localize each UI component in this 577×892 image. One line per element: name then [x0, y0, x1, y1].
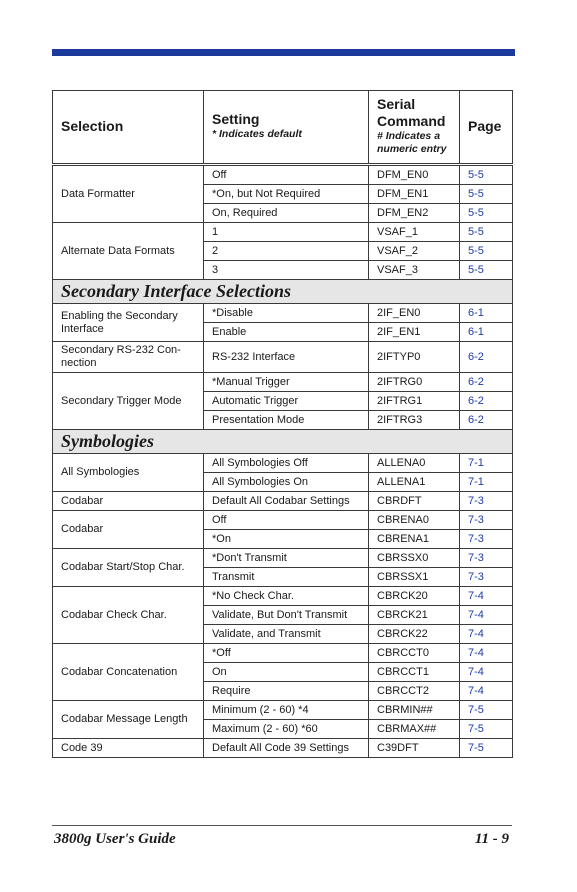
setting-cell: All Symbologies Off	[204, 454, 369, 473]
section-heading-row	[53, 280, 513, 304]
table-row	[53, 549, 513, 568]
table-row	[53, 492, 513, 511]
setting-cell: Default All Code 39 Settings	[204, 739, 369, 758]
selection-cell: Codabar Start/Stop Char.	[53, 549, 204, 587]
header-setting-note: * Indicates default	[212, 128, 302, 140]
serial-command-cell: 2IFTYP0	[369, 342, 460, 373]
setting-cell: Automatic Trigger	[204, 392, 369, 411]
page-link[interactable]: 7-3	[460, 568, 513, 587]
serial-command-cell: CBRSSX1	[369, 568, 460, 587]
page-link[interactable]: 7-5	[460, 720, 513, 739]
serial-command-cell: CBRMAX##	[369, 720, 460, 739]
header-serial-command: Serial Command # Indicates a numeric entry	[369, 91, 460, 165]
setting-cell: Validate, But Don't Transmit	[204, 606, 369, 625]
selection-cell: Enabling the Secondary Interface	[53, 304, 204, 342]
table-body	[53, 165, 513, 758]
serial-command-cell: ALLENA0	[369, 454, 460, 473]
serial-command-cell: 2IFTRG1	[369, 392, 460, 411]
setting-cell: *Disable	[204, 304, 369, 323]
serial-command-cell: CBRENA0	[369, 511, 460, 530]
selection-cell: Secondary Trigger Mode	[53, 373, 204, 430]
selection-cell: Alternate Data Formats	[53, 223, 204, 280]
page-link[interactable]: 7-4	[460, 625, 513, 644]
table-row	[53, 223, 513, 242]
serial-command-cell: CBRENA1	[369, 530, 460, 549]
selection-cell: Codabar	[53, 511, 204, 549]
page-link[interactable]: 7-4	[460, 587, 513, 606]
setting-cell: Off	[204, 165, 369, 185]
selection-cell: Codabar Message Length	[53, 701, 204, 739]
setting-cell: 2	[204, 242, 369, 261]
setting-cell: On, Required	[204, 204, 369, 223]
page-link[interactable]: 5-5	[460, 242, 513, 261]
page-link[interactable]: 5-5	[460, 261, 513, 280]
setting-cell: On	[204, 663, 369, 682]
selection-cell: Codabar Check Char.	[53, 587, 204, 644]
table-row	[53, 304, 513, 323]
selection-cell: Code 39	[53, 739, 204, 758]
setting-cell: Enable	[204, 323, 369, 342]
page-link[interactable]: 6-1	[460, 323, 513, 342]
setting-cell: Default All Codabar Settings	[204, 492, 369, 511]
serial-command-cell: 2IF_EN1	[369, 323, 460, 342]
page-link[interactable]: 6-1	[460, 304, 513, 323]
page-link[interactable]: 7-5	[460, 739, 513, 758]
page-link[interactable]: 5-5	[460, 165, 513, 185]
header-accent-bar	[52, 49, 515, 56]
serial-command-cell: VSAF_2	[369, 242, 460, 261]
serial-command-cell: CBRCCT1	[369, 663, 460, 682]
setting-cell: 3	[204, 261, 369, 280]
serial-command-cell: VSAF_1	[369, 223, 460, 242]
setting-cell: Presentation Mode	[204, 411, 369, 430]
table-row	[53, 454, 513, 473]
setting-cell: Transmit	[204, 568, 369, 587]
section-heading: Symbologies	[53, 430, 513, 454]
header-serial-note: # Indicates a numeric entry	[377, 130, 447, 155]
serial-command-cell: C39DFT	[369, 739, 460, 758]
page-link[interactable]: 5-5	[460, 204, 513, 223]
footer-guide-title: 3800g User's Guide	[54, 831, 176, 847]
table-row	[53, 587, 513, 606]
serial-command-cell: CBRCCT2	[369, 682, 460, 701]
selection-cell: Data Formatter	[53, 165, 204, 223]
table-row	[53, 342, 513, 373]
page-link[interactable]: 6-2	[460, 342, 513, 373]
setting-cell: Maximum (2 - 60) *60	[204, 720, 369, 739]
setting-cell: *No Check Char.	[204, 587, 369, 606]
footer-divider	[52, 825, 512, 826]
selection-cell: Secondary RS-232 Con-nection	[53, 342, 204, 373]
serial-command-cell: CBRCK20	[369, 587, 460, 606]
table-header-row	[53, 91, 513, 165]
page-link[interactable]: 7-4	[460, 663, 513, 682]
page-link[interactable]: 7-3	[460, 492, 513, 511]
selection-cell: All Symbologies	[53, 454, 204, 492]
table-row	[53, 739, 513, 758]
serial-command-cell: DFM_EN1	[369, 185, 460, 204]
setting-cell: *On	[204, 530, 369, 549]
section-heading-row	[53, 430, 513, 454]
header-page: Page	[460, 91, 513, 165]
page-link[interactable]: 5-5	[460, 223, 513, 242]
setting-cell: *Manual Trigger	[204, 373, 369, 392]
page-link[interactable]: 5-5	[460, 185, 513, 204]
setting-cell: All Symbologies On	[204, 473, 369, 492]
serial-command-cell: DFM_EN2	[369, 204, 460, 223]
table-row	[53, 165, 513, 185]
serial-command-cell: CBRDFT	[369, 492, 460, 511]
page-link[interactable]: 7-1	[460, 473, 513, 492]
serial-command-cell: CBRCK22	[369, 625, 460, 644]
serial-command-cell: DFM_EN0	[369, 165, 460, 185]
serial-command-cell: VSAF_3	[369, 261, 460, 280]
header-setting: Setting * Indicates default	[204, 91, 369, 165]
table-row	[53, 373, 513, 392]
page-link[interactable]: 7-4	[460, 644, 513, 663]
page-link[interactable]: 7-4	[460, 606, 513, 625]
page-link[interactable]: 7-3	[460, 549, 513, 568]
setting-cell: Minimum (2 - 60) *4	[204, 701, 369, 720]
serial-command-cell: CBRSSX0	[369, 549, 460, 568]
serial-command-cell: CBRCK21	[369, 606, 460, 625]
setting-cell: RS-232 Interface	[204, 342, 369, 373]
setting-cell: *Off	[204, 644, 369, 663]
header-selection: Selection	[53, 91, 204, 165]
table-row	[53, 644, 513, 663]
setting-cell: Require	[204, 682, 369, 701]
serial-command-cell: 2IFTRG3	[369, 411, 460, 430]
setting-cell: Off	[204, 511, 369, 530]
page-link[interactable]: 7-1	[460, 454, 513, 473]
page-link[interactable]: 7-3	[460, 530, 513, 549]
page-link[interactable]: 6-2	[460, 373, 513, 392]
page-link[interactable]: 7-4	[460, 682, 513, 701]
page-link[interactable]: 6-2	[460, 392, 513, 411]
section-heading: Secondary Interface Selections	[53, 280, 513, 304]
footer-page-number: 11 - 9	[474, 831, 509, 847]
table-row	[53, 701, 513, 720]
serial-command-cell: 2IFTRG0	[369, 373, 460, 392]
setting-cell: *On, but Not Required	[204, 185, 369, 204]
serial-command-cell: ALLENA1	[369, 473, 460, 492]
serial-command-cell: 2IF_EN0	[369, 304, 460, 323]
table-row	[53, 511, 513, 530]
page-link[interactable]: 7-3	[460, 511, 513, 530]
setting-cell: Validate, and Transmit	[204, 625, 369, 644]
serial-command-cell: CBRMIN##	[369, 701, 460, 720]
selection-cell: Codabar	[53, 492, 204, 511]
page-link[interactable]: 6-2	[460, 411, 513, 430]
setting-cell: *Don't Transmit	[204, 549, 369, 568]
page-link[interactable]: 7-5	[460, 701, 513, 720]
commands-table	[52, 90, 513, 758]
selection-cell: Codabar Concatenation	[53, 644, 204, 701]
serial-command-cell: CBRCCT0	[369, 644, 460, 663]
setting-cell: 1	[204, 223, 369, 242]
